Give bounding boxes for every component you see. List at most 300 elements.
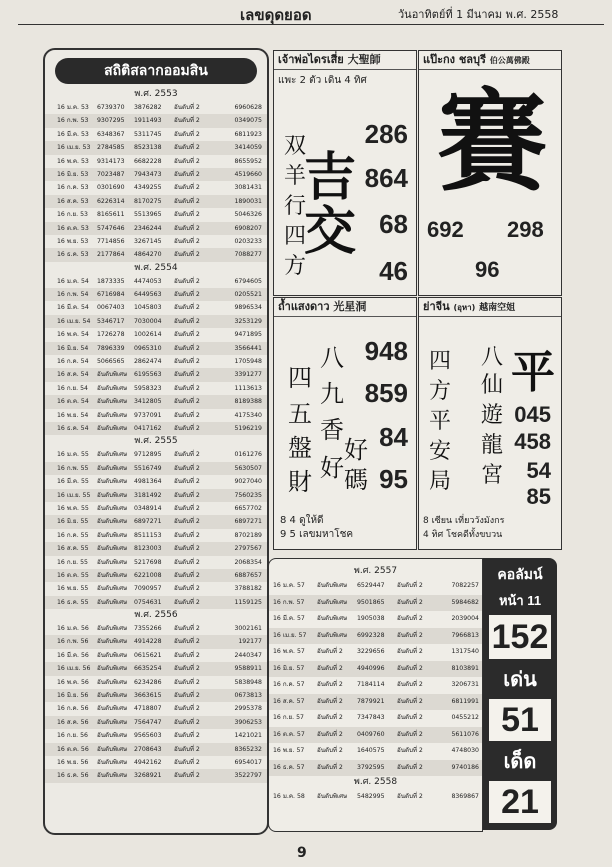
table-cell: 6794605: [234, 277, 262, 285]
table-row: [45, 448, 267, 461]
table-cell: 16 มิ.ย. 55: [57, 518, 89, 526]
table-cell: 7023487: [97, 170, 125, 178]
table-cell: 16 ม.ค. 54: [57, 277, 89, 285]
calligraphy-char: 財: [288, 468, 312, 496]
table-row: [269, 595, 482, 612]
table-cell: 3412805: [134, 398, 162, 406]
column-page: หน้า 11: [498, 593, 542, 608]
table-cell: 16 พ.ค. 53: [57, 157, 89, 165]
table-cell: อันดับที่ 2: [397, 763, 423, 771]
table-cell: 16 ก.ค. 55: [57, 531, 89, 539]
table-cell: อันดับที่ 2: [174, 130, 200, 138]
table-row: [45, 569, 267, 582]
table-row: [45, 422, 267, 435]
table-cell: 6992328: [357, 631, 385, 639]
table-cell: อันดับที่ 2: [317, 648, 343, 655]
year-heading: พ.ศ. 2555: [134, 436, 178, 447]
table-row: [45, 596, 267, 609]
table-row: [45, 582, 267, 595]
table-cell: อันดับพิเศษ: [317, 631, 348, 639]
table-cell: 16 ก.พ. 55: [57, 464, 89, 472]
box1-subtitle: แพะ 2 ตัว เดิน 4 ทิศ: [278, 75, 367, 86]
table-cell: 1905038: [357, 615, 385, 622]
table-cell: อันดับที่ 2: [174, 291, 200, 299]
table-row: [269, 789, 482, 806]
table-cell: อันดับที่ 2: [174, 651, 200, 659]
table-cell: อันดับพิเศษ: [317, 598, 348, 606]
table-cell: 8103891: [451, 664, 479, 672]
table-cell: 7090957: [134, 585, 162, 593]
table-row: [45, 689, 267, 702]
table-cell: 16 ก.ย. 54: [57, 384, 88, 392]
table-cell: อันดับที่ 2: [174, 277, 200, 285]
table-cell: 0203233: [234, 237, 262, 245]
table-cell: อันดับที่ 2: [317, 697, 343, 705]
calligraphy-char: 遊: [481, 403, 504, 428]
table-row: [45, 769, 267, 782]
box4-calligraphy-big: 平: [511, 347, 555, 398]
table-row: [45, 128, 267, 141]
table-cell: 5311745: [134, 130, 162, 138]
box4-title: ย่าจีน (อุหา) 越南空姐: [419, 298, 561, 317]
table-cell: 16 ต.ค. 54: [57, 398, 89, 406]
box2-number: 692: [427, 217, 464, 242]
table-cell: 8365232: [234, 745, 262, 753]
table-cell: 2039004: [451, 615, 479, 622]
table-row: [45, 756, 267, 769]
table-cell: 4519660: [234, 170, 262, 178]
table-row: [269, 710, 482, 727]
table-cell: อันดับพิเศษ: [97, 758, 128, 766]
table-row: [45, 676, 267, 689]
table-cell: อันดับที่ 2: [174, 344, 200, 352]
table-cell: 7184114: [357, 681, 385, 688]
table-cell: อันดับพิเศษ: [97, 491, 128, 499]
table-cell: อันดับที่ 2: [174, 478, 200, 486]
table-cell: 16 มิ.ย. 54: [57, 344, 89, 352]
table-row: [45, 409, 267, 422]
table-cell: 16 ม.ค. 57: [273, 582, 305, 589]
table-cell: อันดับพิเศษ: [97, 585, 128, 593]
table-row: [45, 382, 267, 395]
table-cell: 0455212: [451, 714, 479, 721]
table-cell: 3876282: [134, 104, 162, 111]
table-cell: 16 ธ.ค. 54: [57, 424, 89, 432]
table-cell: อันดับพิเศษ: [97, 665, 128, 673]
table-row: [45, 368, 267, 381]
table-cell: 8170275: [134, 197, 162, 205]
box4-notes: 8 เซียน เที่ยววังมังกร 4 ทิศ โชคดีทั้งขบวน: [423, 516, 505, 540]
table-cell: อันดับที่ 2: [174, 184, 200, 192]
table-cell: อันดับพิเศษ: [97, 625, 128, 633]
table-cell: อันดับที่ 2: [317, 664, 343, 672]
column-number-3: 21: [489, 781, 551, 823]
table-cell: 6887657: [234, 571, 262, 579]
table-cell: 16 พ.ย. 53: [57, 237, 89, 245]
table-row: [45, 489, 267, 502]
table-row: [45, 355, 267, 368]
table-cell: อันดับที่ 2: [397, 582, 423, 589]
table-cell: 16 พ.ย. 56: [57, 758, 89, 766]
calligraphy-char: 局: [429, 469, 452, 494]
table-cell: 0417162: [134, 424, 162, 432]
table-cell: อันดับพิเศษ: [97, 398, 128, 406]
table-cell: 6954017: [234, 758, 262, 766]
table-row: [269, 743, 482, 760]
table-cell: อันดับที่ 2: [174, 157, 200, 165]
table-cell: 8523138: [134, 144, 162, 152]
table-cell: อันดับที่ 2: [174, 638, 200, 646]
table-cell: 1159125: [234, 598, 262, 606]
table-cell: อันดับที่ 2: [174, 625, 200, 633]
column-label-ded: เด็ด: [503, 751, 537, 773]
calligraphy-char: 四: [429, 349, 452, 374]
table-row: [269, 578, 482, 595]
table-cell: 0615621: [134, 651, 162, 659]
box4-number: 54: [526, 458, 551, 483]
table-cell: 3566441: [234, 344, 262, 352]
table-cell: 16 ก.ค. 56: [57, 705, 89, 713]
box-ya-chin: [418, 297, 562, 550]
table-cell: 16 ส.ค. 55: [57, 545, 89, 553]
calligraphy-char: 八: [320, 344, 344, 372]
table-cell: 7714856: [97, 237, 125, 245]
table-cell: 9307295: [97, 117, 125, 125]
table-cell: 3081431: [234, 184, 262, 192]
year-heading: พ.ศ. 2556: [134, 610, 178, 621]
table-cell: 7879921: [357, 697, 385, 705]
bottom-stats-table: [269, 559, 482, 806]
year-heading: พ.ศ. 2553: [134, 89, 178, 99]
table-cell: 4981364: [134, 478, 162, 486]
table-cell: 4914228: [134, 638, 162, 646]
table-cell: 16 มิ.ย. 56: [57, 692, 89, 700]
table-row: [45, 181, 267, 194]
table-cell: อันดับที่ 2: [397, 714, 423, 721]
table-cell: อันดับที่ 2: [317, 763, 343, 771]
table-cell: 3267145: [134, 237, 162, 245]
table-cell: 3663615: [134, 692, 162, 700]
table-cell: 0965310: [134, 344, 162, 352]
table-cell: อันดับที่ 2: [317, 681, 343, 688]
box3-notes: 8 4 ดูให้ดี 9 5 เลขมหาโชค: [280, 515, 354, 540]
table-row: [45, 622, 267, 635]
table-cell: อันดับพิเศษ: [97, 732, 128, 740]
bottom-stats-panel: [268, 558, 483, 832]
table-cell: อันดับที่ 2: [174, 718, 200, 726]
table-cell: 16 ส.ค. 53: [57, 197, 89, 205]
table-cell: 16 ก.ย. 55: [57, 558, 88, 566]
table-cell: อันดับที่ 2: [174, 451, 200, 459]
box-chao-pho: [273, 50, 417, 296]
table-cell: อันดับที่ 2: [174, 531, 200, 539]
table-cell: 6348367: [97, 130, 125, 138]
table-row: [45, 635, 267, 648]
table-cell: 8189388: [234, 398, 262, 406]
table-cell: อันดับพิเศษ: [97, 371, 128, 379]
table-cell: 9737091: [134, 411, 162, 419]
table-cell: 1911493: [134, 117, 162, 125]
table-row: [45, 114, 267, 127]
calligraphy-char: 双: [284, 134, 307, 159]
column-label-den: เด่น: [503, 669, 537, 691]
table-row: [45, 342, 267, 355]
table-row: [45, 702, 267, 715]
table-cell: 2068354: [234, 558, 262, 566]
table-cell: 5513965: [134, 211, 162, 219]
box4-number: 85: [526, 484, 551, 509]
box1-number: 286: [364, 119, 408, 149]
table-row: [45, 168, 267, 181]
calligraphy-char: 好: [344, 436, 368, 464]
table-cell: อันดับพิเศษ: [97, 478, 128, 486]
table-cell: อันดับที่ 2: [397, 697, 423, 705]
table-cell: 16 ก.ค. 57: [273, 681, 305, 688]
table-cell: 0067403: [97, 304, 125, 312]
table-row: [45, 729, 267, 742]
table-row: [45, 248, 267, 261]
table-row: [45, 208, 267, 221]
table-cell: 6234286: [134, 678, 162, 686]
table-cell: 5611076: [451, 730, 479, 738]
table-row: [45, 155, 267, 168]
table-cell: 3906253: [234, 718, 262, 726]
table-cell: 9471895: [234, 331, 262, 339]
box3-number: 948: [364, 336, 408, 366]
table-cell: 16 ม.ค. 55: [57, 451, 89, 459]
table-cell: 1726278: [97, 331, 125, 339]
calligraphy-char: 方: [284, 254, 307, 279]
issue-date: วันอาทิตย์ที่ 1 มีนาคม พ.ศ. 2558: [398, 8, 559, 21]
calligraphy-char: 安: [429, 439, 452, 464]
page-number: 9: [297, 845, 307, 861]
table-cell: 16 ธ.ค. 57: [273, 763, 305, 771]
table-row: [45, 395, 267, 408]
table-cell: อันดับที่ 2: [174, 211, 200, 219]
table-cell: 16 มี.ค. 54: [57, 304, 89, 312]
table-cell: อันดับที่ 2: [174, 251, 200, 259]
calligraphy-char: 平: [429, 409, 452, 434]
table-cell: 5196219: [234, 424, 262, 432]
table-cell: 3181492: [134, 491, 162, 499]
table-cell: อันดับที่ 2: [397, 615, 423, 622]
table-cell: อันดับที่ 2: [174, 464, 200, 472]
table-cell: 8369867: [451, 793, 479, 800]
table-cell: 0673813: [234, 692, 262, 700]
table-row: [45, 328, 267, 341]
table-cell: 6897271: [134, 518, 162, 526]
table-cell: 16 มิ.ย. 53: [57, 170, 89, 178]
table-row: [45, 529, 267, 542]
table-cell: 16 พ.ค. 54: [57, 331, 89, 339]
table-cell: อันดับที่ 2: [174, 745, 200, 753]
table-cell: อันดับพิเศษ: [97, 718, 128, 726]
table-cell: อันดับที่ 2: [174, 331, 200, 339]
table-cell: 16 ก.ย. 57: [273, 714, 304, 721]
table-cell: 3002161: [234, 625, 262, 633]
table-cell: 2862474: [134, 358, 162, 366]
table-cell: 9314173: [97, 157, 125, 165]
table-cell: 1421021: [234, 732, 262, 740]
calligraphy-char: 五: [288, 400, 312, 428]
table-cell: 0348914: [134, 504, 162, 512]
table-cell: อันดับที่ 2: [397, 598, 423, 606]
year-heading: พ.ศ. 2557: [353, 566, 398, 576]
table-row: [269, 677, 482, 694]
table-cell: 16 ม.ค. 58: [273, 793, 305, 800]
table-cell: 9027040: [234, 478, 262, 486]
column-box: [483, 558, 557, 830]
year-heading: พ.ศ. 2558: [353, 777, 398, 787]
box2-calligraphy: 賽: [437, 77, 547, 206]
table-cell: 2346244: [134, 224, 162, 232]
table-cell: 16 ก.ค. 53: [57, 184, 89, 192]
box1-number: 46: [379, 256, 408, 286]
table-cell: 5838948: [234, 678, 262, 686]
table-row: [45, 222, 267, 235]
table-cell: 0349075: [234, 117, 262, 125]
table-cell: 5046326: [234, 211, 262, 219]
table-cell: 6226314: [97, 197, 125, 205]
table-row: [45, 141, 267, 154]
table-cell: 5516749: [134, 464, 162, 472]
table-cell: 16 ต.ค. 55: [57, 571, 89, 579]
table-cell: 7030004: [134, 317, 162, 325]
table-cell: อันดับที่ 2: [174, 732, 200, 740]
table-cell: 192177: [238, 638, 262, 646]
table-cell: อันดับพิเศษ: [97, 692, 128, 700]
calligraphy-char: 行: [284, 194, 307, 219]
table-cell: อันดับที่ 2: [174, 571, 200, 579]
column-title: เลขดุดยอด: [240, 6, 312, 24]
calligraphy-char: 好: [320, 454, 344, 482]
table-cell: 3391277: [234, 371, 262, 379]
table-cell: อันดับพิเศษ: [97, 745, 128, 753]
table-cell: 6657702: [234, 504, 262, 512]
table-cell: 1317540: [451, 648, 479, 655]
table-cell: 7088277: [234, 251, 262, 259]
table-cell: 16 ก.พ. 54: [57, 291, 89, 299]
table-cell: 16 ต.ค. 56: [57, 745, 89, 753]
table-cell: อันดับที่ 2: [174, 558, 200, 566]
table-cell: 3253129: [234, 317, 262, 325]
table-cell: อันดับที่ 2: [174, 197, 200, 205]
table-cell: 5984682: [451, 598, 479, 606]
calligraphy-char: 香: [320, 416, 344, 444]
table-cell: อันดับที่ 2: [174, 585, 200, 593]
table-cell: 2784585: [97, 144, 125, 152]
table-cell: 6635254: [134, 665, 162, 673]
calligraphy-char: 碼: [344, 466, 368, 494]
table-cell: 8123003: [134, 545, 162, 553]
table-cell: อันดับพิเศษ: [97, 558, 128, 566]
table-cell: 1640575: [357, 747, 385, 754]
table-cell: อันดับพิเศษ: [97, 638, 128, 646]
table-cell: 4748030: [451, 747, 479, 754]
table-cell: 3229656: [357, 648, 385, 655]
calligraphy-char: 九: [320, 380, 344, 408]
table-cell: 16 พ.ย. 57: [273, 747, 305, 754]
table-cell: 16 ส.ค. 54: [57, 371, 89, 379]
header-rule: [18, 24, 604, 25]
table-cell: 0161276: [234, 451, 262, 459]
table-cell: 1873335: [97, 277, 125, 285]
table-cell: อันดับที่ 2: [174, 758, 200, 766]
box1-title: เจ้าพ่อไดรเสี่ย 大聖師: [274, 51, 416, 70]
table-cell: อันดับที่ 2: [397, 747, 423, 754]
table-cell: 16 เม.ย. 56: [57, 665, 91, 673]
table-row: [45, 662, 267, 675]
box3-number: 95: [379, 464, 408, 494]
table-row: [45, 556, 267, 569]
box2-title: แป๊ะกง ชลบุรี 伯公萬佛殿: [419, 51, 561, 70]
table-row: [45, 542, 267, 555]
table-cell: 2995378: [234, 705, 262, 713]
table-cell: 16 เม.ย. 57: [273, 631, 307, 639]
column-number-2: 51: [489, 699, 551, 741]
table-cell: 6529447: [357, 582, 385, 589]
table-cell: อันดับที่ 2: [174, 772, 200, 780]
table-cell: อันดับที่ 2: [174, 144, 200, 152]
table-cell: 16 ก.ย. 53: [57, 211, 88, 219]
table-cell: 3268921: [134, 772, 162, 780]
table-cell: 6716984: [97, 291, 125, 299]
table-cell: อันดับพิเศษ: [97, 451, 128, 459]
table-cell: 3792595: [357, 763, 385, 771]
table-row: [45, 235, 267, 248]
table-cell: อันดับพิเศษ: [317, 582, 348, 589]
table-cell: 3522797: [234, 772, 262, 780]
stats-title: สถิติสลากออมสิน: [55, 58, 257, 84]
table-cell: อันดับพิเศษ: [97, 705, 128, 713]
table-row: [45, 101, 267, 114]
table-cell: 3788182: [234, 585, 262, 593]
table-cell: 6449563: [134, 291, 162, 299]
table-cell: อันดับที่ 2: [397, 631, 423, 639]
table-cell: อันดับที่ 2: [174, 371, 200, 379]
table-cell: อันดับพิเศษ: [97, 545, 128, 553]
table-cell: 6811923: [234, 130, 262, 138]
calligraphy-char: 龍: [481, 433, 504, 458]
table-cell: อันดับที่ 2: [174, 304, 200, 312]
table-cell: 16 ก.พ. 56: [57, 638, 89, 646]
table-row: [45, 288, 267, 301]
table-row: [45, 743, 267, 756]
table-cell: 16 พ.ย. 54: [57, 411, 89, 419]
box1-calligraphy-big: 吉 交: [304, 147, 357, 262]
table-cell: 16 ธ.ค. 56: [57, 772, 89, 780]
table-cell: 8702189: [234, 531, 262, 539]
table-cell: อันดับพิเศษ: [97, 384, 128, 392]
table-row: [45, 195, 267, 208]
table-row: [45, 649, 267, 662]
table-cell: 16 ม.ค. 53: [57, 104, 89, 111]
table-cell: อันดับที่ 2: [174, 224, 200, 232]
table-cell: 4718807: [134, 705, 162, 713]
table-cell: 4940996: [357, 664, 385, 672]
calligraphy-char: 四: [288, 364, 312, 392]
table-cell: อันดับที่ 2: [174, 358, 200, 366]
table-cell: 4175340: [234, 411, 262, 419]
table-cell: 1113613: [234, 384, 262, 392]
table-cell: 5630507: [234, 464, 262, 472]
table-cell: อันดับพิเศษ: [97, 518, 128, 526]
calligraphy-char: 羊: [284, 164, 307, 189]
table-cell: อันดับที่ 2: [174, 424, 200, 432]
table-cell: 7943473: [134, 170, 162, 178]
table-cell: 6682228: [134, 157, 162, 165]
table-cell: 16 ต.ค. 57: [273, 730, 305, 738]
